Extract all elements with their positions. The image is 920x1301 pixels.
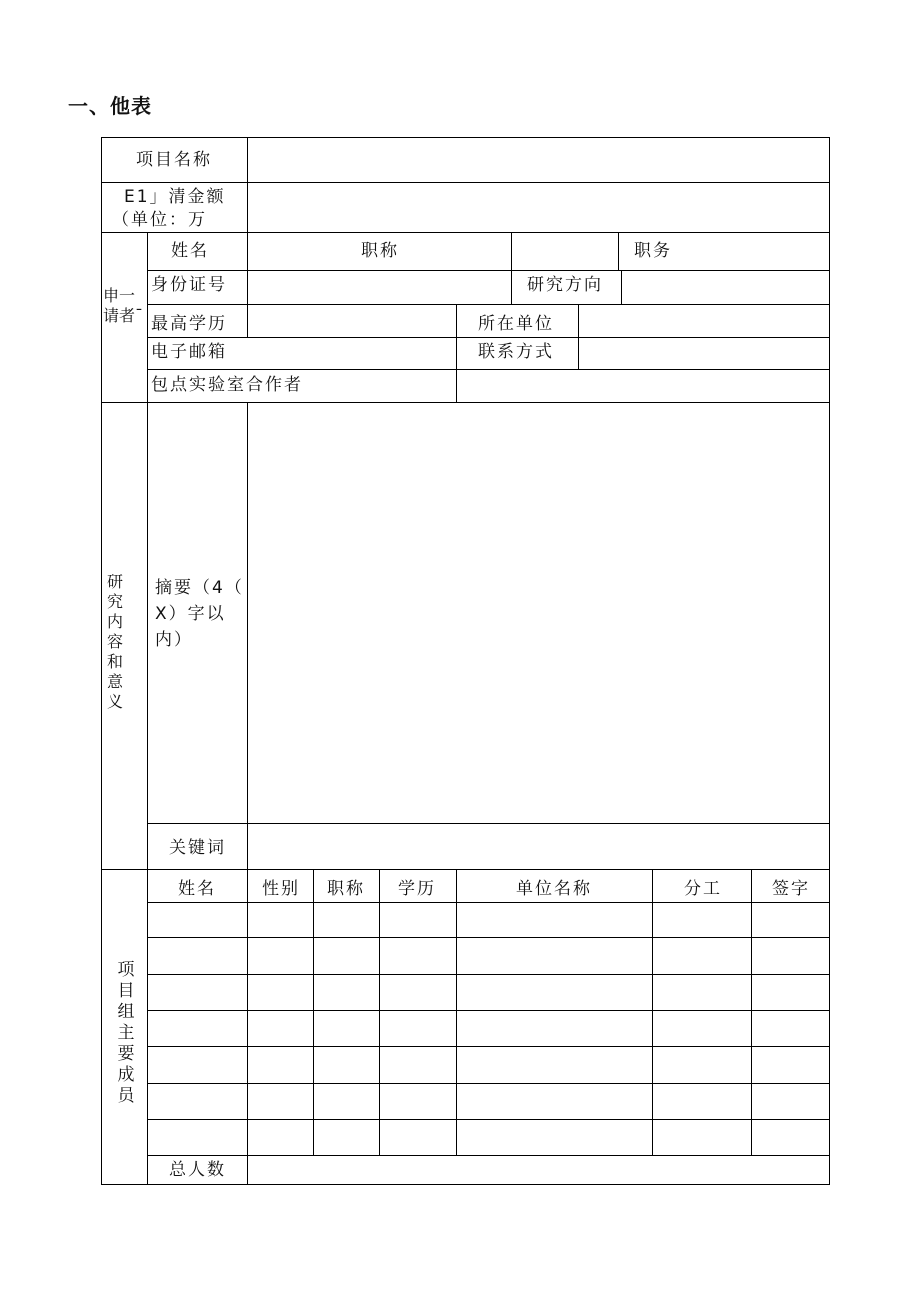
research-side-label: 研究内容和意义 — [106, 572, 123, 711]
funding-label-line2: （单位：万 — [112, 210, 207, 230]
member-col-unit: 单位名称 — [516, 879, 592, 899]
abstract-field[interactable] — [248, 403, 829, 823]
applicant-email-label: 电子邮箱 — [151, 342, 227, 362]
applicant-contact-label: 联系方式 — [478, 342, 554, 362]
member-rows-area[interactable] — [148, 903, 829, 1155]
abstract-label: 摘要（4（ X）字以 内） — [155, 578, 244, 650]
funding-field[interactable] — [248, 183, 829, 232]
applicant-email-field[interactable] — [248, 338, 456, 369]
project-name-field[interactable] — [248, 138, 829, 182]
applicant-degree-field[interactable] — [248, 305, 456, 337]
keywords-label: 关键词 — [169, 838, 226, 858]
member-col-role: 分工 — [684, 879, 722, 899]
col-divider — [618, 232, 619, 270]
funding-label-line1: E1」清金额 — [124, 187, 226, 207]
applicant-id-field[interactable] — [248, 271, 511, 304]
row-divider — [101, 869, 830, 870]
members-side-label: 项目组主要成员 — [117, 960, 135, 1106]
applicant-partner-field[interactable] — [457, 370, 829, 402]
applicant-id-label: 身份证号 — [151, 275, 227, 295]
members-total-label: 总人数 — [169, 1160, 226, 1180]
applicant-degree-label: 最高学历 — [151, 314, 227, 334]
applicant-title-label: 职称 — [361, 241, 399, 261]
section-heading: 一、他表 — [68, 94, 152, 118]
member-col-signature: 签字 — [772, 879, 810, 899]
applicant-name-field[interactable] — [248, 233, 348, 270]
applicant-side-label: 申一请者ˉ — [103, 286, 144, 325]
applicant-position-label: 职务 — [634, 241, 672, 261]
row-divider — [101, 232, 830, 233]
applicant-research-direction-label: 研究方向 — [527, 275, 603, 295]
member-col-degree: 学历 — [398, 879, 436, 899]
applicant-name-label: 姓名 — [171, 241, 209, 261]
keywords-field[interactable] — [248, 824, 829, 869]
member-col-title: 职称 — [327, 879, 365, 899]
project-name-label: 项目名称 — [136, 150, 212, 170]
applicant-title-field[interactable] — [512, 233, 618, 270]
member-col-name: 姓名 — [178, 879, 216, 899]
applicant-research-direction-field[interactable] — [622, 271, 829, 304]
member-col-gender: 性别 — [262, 879, 300, 899]
applicant-unit-label: 所在单位 — [478, 314, 554, 334]
applicant-unit-field[interactable] — [579, 305, 829, 337]
members-total-field[interactable] — [248, 1156, 829, 1184]
applicant-partner-label: 包点实验室合作者 — [151, 375, 303, 395]
applicant-contact-field[interactable] — [579, 338, 829, 369]
